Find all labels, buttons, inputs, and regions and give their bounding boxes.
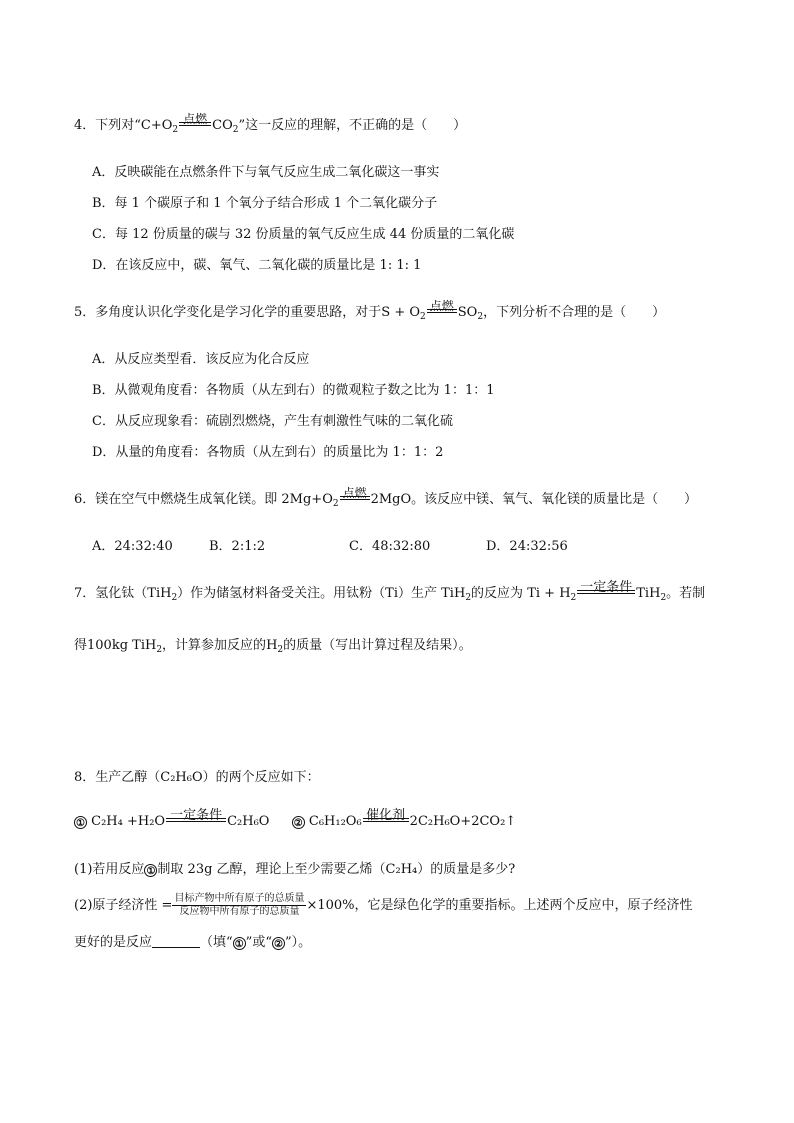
q5-option-b: B．从微观角度看：各物质（从左到右）的微观粒子数之比为 1：1：1 (92, 383, 495, 398)
atom-economy-fraction: $\frac{\text{目标产物中所有原子的总质量}}{\text{反应物中所有原子的总质量}}$ (174, 893, 305, 917)
q6-option-b: B．2:1:2 (209, 539, 266, 554)
q6-option-c: C．48:32:80 (349, 539, 431, 554)
reaction-condition: 点燃 (179, 118, 211, 134)
circled-number-2: ② (272, 937, 285, 950)
circled-number-1: ① (233, 937, 246, 950)
q6-option-d: D．24:32:56 (486, 539, 568, 554)
q5-option-d: D．从量的角度看：各物质（从左到右）的质量比为 1：1：2 (92, 445, 444, 460)
q4-option-b: B．每 1 个碳原子和 1 个氧分子结合形成 1 个二氧化碳分子 (92, 196, 438, 211)
reaction-condition: 一定条件 (166, 814, 226, 830)
reaction-condition: 点燃 (427, 305, 457, 321)
circled-number-1: ① (74, 816, 87, 829)
answer-blank[interactable] (152, 935, 200, 948)
q7-stem-line2: 得100kg TiH$_2$，计算参加反应的$H_2$的质量（写出计算过程及结果）。 (74, 638, 472, 655)
q8-reactions: ① C₂H₄ +H₂O 一定条件 C₂H₆O ② C₆H₁₂O₆ 催化剂 2C₂H₆O+2CO₂↑ (74, 814, 516, 830)
q5-stem: 5．多角度认识化学变化是学习化学的重要思路，对于$S + O_2$ 点燃 $SO_2$，下列分析不合理的是（ ） (74, 299, 666, 322)
q7-stem-line1: 7．氢化钛（TiH$_2$）作为储氢材料备受关注。用钛粉（Ti）生产 TiH$_2$的反应为 $Ti + H_2$ 一定条件 TiH$_2$。若制 (74, 580, 706, 603)
q4-option-c: C．每 12 份质量的碳与 32 份质量的氧气反应生成 44 份质量的二氧化碳 (92, 227, 515, 242)
q4-option-a: A．反映碳能在点燃条件下与氧气反应生成二氧化碳这一事实 (92, 165, 440, 180)
q4-option-d: D．在该反应中，碳、氧气、二氧化碳的质量比是 1: 1: 1 (92, 258, 422, 273)
reaction-condition: 催化剂 (363, 814, 409, 830)
q8-stem: 8．生产乙醇（C₂H₆O）的两个反应如下： (74, 770, 320, 785)
q6-stem: 6．镁在空气中燃烧生成氧化镁。即 $2Mg+O_2$ 点燃 2MgO。该反应中镁、氧气、氧化镁的质量比是（ ） (74, 486, 698, 509)
q8-sub2-line1: (2)原子经济性 = $\frac{\text{目标产物中所有原子的总质量}}{\text{反应物中所有原子的总质量}}$ ×100%，它是绿色化学的重要指标。上述两个反应中，原子经济性 (74, 893, 693, 917)
q5-option-a: A．从反应类型看．该反应为化合反应 (92, 352, 310, 367)
q8-sub1: (1)若用反应 ① 制取 23g 乙醇，理论上至少需要乙烯（C₂H₄）的质量是多少? (74, 862, 516, 877)
reaction-condition: 一定条件 (577, 586, 635, 602)
q5-option-c: C．从反应现象看：硫剧烈燃烧，产生有刺激性气味的二氧化硫 (92, 414, 453, 429)
circled-number-2: ② (292, 816, 305, 829)
q6-option-a: A．24:32:40 (92, 539, 173, 554)
q8-sub2-line2: 更好的是反应 （填“ ① ”或“ ② ”）。 (74, 935, 312, 950)
circled-number-1: ① (144, 864, 157, 877)
q4-stem: 4．下列对“$C+O_2$ 点燃 $CO_2$”这一反应的理解，不正确的是（ ） (74, 112, 467, 135)
reaction-condition: 点燃 (340, 492, 370, 508)
